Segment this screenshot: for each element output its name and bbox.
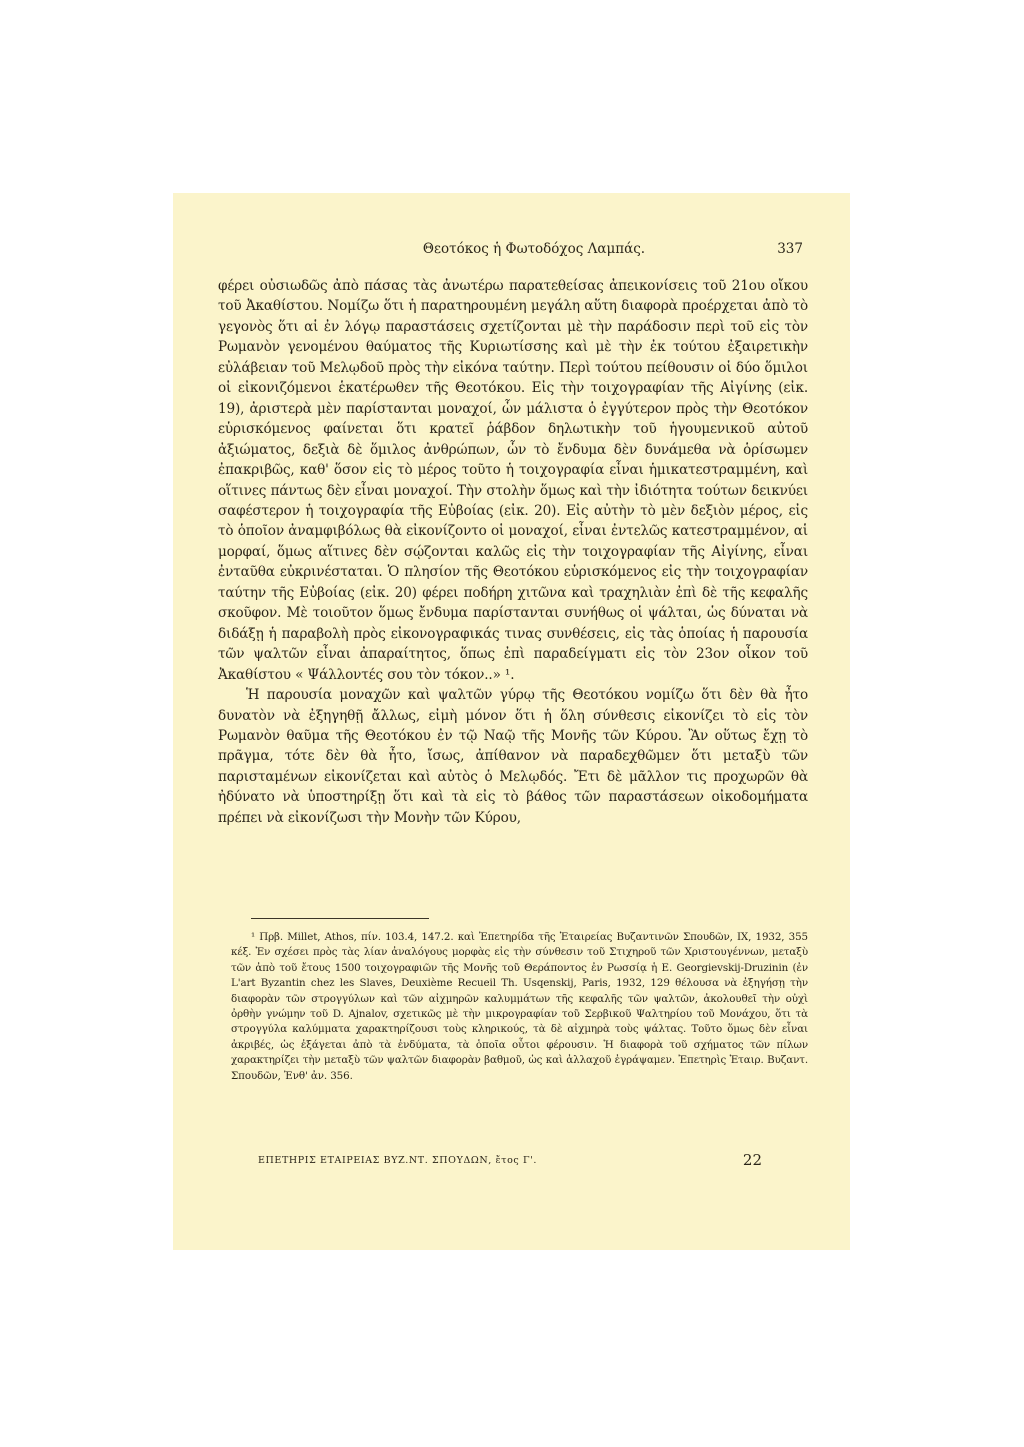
paragraph-1: φέρει οὐσιωδῶς ἀπὸ πάσας τὰς ἀνωτέρω παρατεθείσας ἀπεικονίσεις τοῦ 21ου οἴκου τοῦ Ἀκαθίστου. Νομίζω ὅτι ἡ παρατηρουμένη μεγάλη αὕτη διαφορὰ προέρχεται ἀπὸ τὸ γεγονὸς ὅτι αἱ ἐν λόγῳ παραστάσεις σχετίζονται μὲ τὴν παράδοσιν περὶ τοῦ εἰς τὸν Ρωμανὸν γενομένου θαύματος τῆς Κυριωτίσσης καὶ μὲ τὴν ἐκ τούτου ἐξαιρετικὴν εὐλάβειαν τοῦ Μελῳδοῦ πρὸς τὴν εἰκόνα ταύτην. Περὶ τούτου πείθουσιν οἱ δύο ὅμιλοι οἱ εἰκονιζόμενοι ἑκατέρωθεν τῆς Θεοτόκου. Εἰς τὴν τοιχογραφίαν τῆς Αἰγίνης (εἰκ. 19), ἀριστερὰ μὲν παρίστανται μοναχοί, ὧν μάλιστα ὁ ἐγγύτερον πρὸς τὴν Θεοτόκον εὑρισκόμενος φαίνεται ὅτι κρατεῖ ῥάβδον δηλωτικὴν τοῦ ἡγουμενικοῦ αὐτοῦ ἀξιώματος, δεξιὰ δὲ ὅμιλος ἀνθρώπων, ὧν τὸ ἔνδυμα δὲν δυνάμεθα νὰ ὁρίσωμεν ἐπακριβῶς, καθ' ὅσον εἰς τὸ μέρος τοῦτο ἡ τοιχογραφία εἶναι ἡμικατεστραμμένη, καὶ οἵτινες πάντως δὲν εἶναι μοναχοί. Τὴν στολὴν ὅμως καὶ τὴν ἰδιότητα τούτων δεικνύει σαφέστερον ἡ τοιχογραφία τῆς Εὐβοίας (εἰκ. 20). Εἰς αὐτὴν τὸ μὲν δεξιὸν μέρος, εἰς τὸ ὁποῖον ἀναμφιβόλως θὰ εἰκονίζοντο οἱ μοναχοί, εἶναι ἐντελῶς κατεστραμμένον, αἱ μορφαί, ὅμως αἵτινες δὲν σῴζονται καλῶς εἰς τὴν τοιχογραφίαν τῆς Αἰγίνης, εἶναι ἐνταῦθα εὐκρινέσταται. Ὁ πλησίον τῆς Θεοτόκου εὑρισκόμενος εἰς τὴν τοιχογραφίαν ταύτην τῆς Εὐβοίας (εἰκ. 20) φέρει ποδήρη χιτῶνα καὶ τραχηλιὰν ἐπὶ δὲ τῆς κεφαλῆς σκοῦφον. Μὲ τοιοῦτον ὅμως ἔνδυμα παρίστανται συνήθως οἱ ψάλται, ὡς δύναται νὰ διδάξῃ ἡ παραβολὴ πρὸς εἰκονογραφικάς τινας συνθέσεις, εἰς τὰς ὁποίας ἡ παρουσία τῶν ψαλτῶν εἶναι ἀπαραίτητος, ὅπως ἐπὶ παραδείγματι εἰς τὸν 23ον οἶκον τοῦ Ἀκαθίστου « Ψάλλοντές σου τὸν τόκον..» ¹. [218,278,808,683]
footnote-rule [251,918,429,919]
paragraph-2: Ἡ παρουσία μοναχῶν καὶ ψαλτῶν γύρῳ τῆς Θεοτόκου νομίζω ὅτι δὲν θὰ ἦτο δυνατὸν νὰ ἐξηγηθῇ ἄλλως, εἰμὴ μόνον ὅτι ἡ ὅλη σύνθεσις εἰκονίζει τὸ εἰς τὸν Ρωμανὸν θαῦμα τῆς Θεοτόκου ἐν τῷ Ναῷ τῆς Μονῆς τῶν Κύρου. Ἂν οὕτως ἔχῃ τὸ πρᾶγμα, τότε δὲν θὰ ἦτο, ἴσως, ἀπίθανον νὰ παραδεχθῶμεν ὅτι μεταξὺ τῶν παρισταμένων εἰκονίζεται καὶ αὐτὸς ὁ Μελῳδός. Ἔτι δὲ μᾶλλον τις προχωρῶν θὰ ἠδύνατο νὰ ὑποστηρίξῃ ὅτι καὶ τὰ εἰς τὸ βάθος τῶν παραστάσεων οἰκοδομήματα πρέπει νὰ εἰκονίζωσι τὴν Μονὴν τῶν Κύρου, [218,687,808,826]
running-title: Θεοτόκος ἡ Φωτοδόχος Λαμπάς. [422,241,646,257]
signature-mark: 22 [742,1151,762,1169]
journal-line: ΕΠΕΤΗΡΙΣ ΕΤΑΙΡΕΙΑΣ ΒΥΖ.ΝΤ. ΣΠΟΥΔΩΝ, ἔτος Γ'. [258,1155,537,1166]
footnotes [231,930,808,1084]
body-text [218,276,808,828]
scanned-page [173,193,850,1250]
footnote-1: ¹ Πρβ. Millet, Athos, πίν. 103.4, 147.2. καὶ Ἐπετηρίδα τῆς Ἑταιρείας Βυζαντινῶν Σπουδῶν, IX, 1932, 355 κέξ. Ἐν σχέσει πρὸς τὰς λίαν ἀναλόγους μορφὰς εἰς τὴν σύνθεσιν τοῦ Στιχηροῦ τῶν Χριστουγέννων, μεταξὺ τῶν ἀπὸ τοῦ ἔτους 1500 τοιχογραφιῶν τῆς Μονῆς τοῦ Θεράποντος ἐν Ρωσσίᾳ ἡ E. Georgievskij-Druzinin (ἐν L'art Byzantin chez les Slaves, Deuxième Recueil Th. Usqenskij, Paris, 1932, 129 θέλουσα νὰ ἐξηγήσῃ τὴν διαφορὰν τῶν στρογγύλων καὶ τῶν αἰχμηρῶν καλυμμάτων τῆς κεφαλῆς τῶν ψαλτῶν, ἀκολουθεῖ τὴν οὐχὶ ὀρθὴν γνώμην τοῦ D. Ajnalov, σχετικῶς μὲ τὴν μικρογραφίαν τοῦ Σερβικοῦ Ψαλτηρίου τοῦ Μονάχου, ὅτι τὰ στρογγύλα καλύμματα χαρακτηρίζουσι τοὺς κληρικούς, τὰ δὲ αἰχμηρὰ τοὺς ψάλτας. Τοῦτο ὅμως δὲν εἶναι ἀκριβές, ὡς ἐξάγεται ἀπὸ τὰ ἐνδύματα, τὰ ὁποῖα οὗτοι φέρουσιν. Ἡ διαφορὰ τοῦ σχήματος τῶν πίλων χαρακτηρίζει τὴν μεταξὺ τῶν ψαλτῶν διαφορὰν βαθμοῦ, ὡς καὶ ἀλλαχοῦ ἐγράψαμεν. Ἐπετηρὶς Ἑταιρ. Βυζαντ. Σπουδῶν, Ἐνθ' ἀν. 356. [231,931,808,1082]
page-number: 337 [777,241,803,257]
